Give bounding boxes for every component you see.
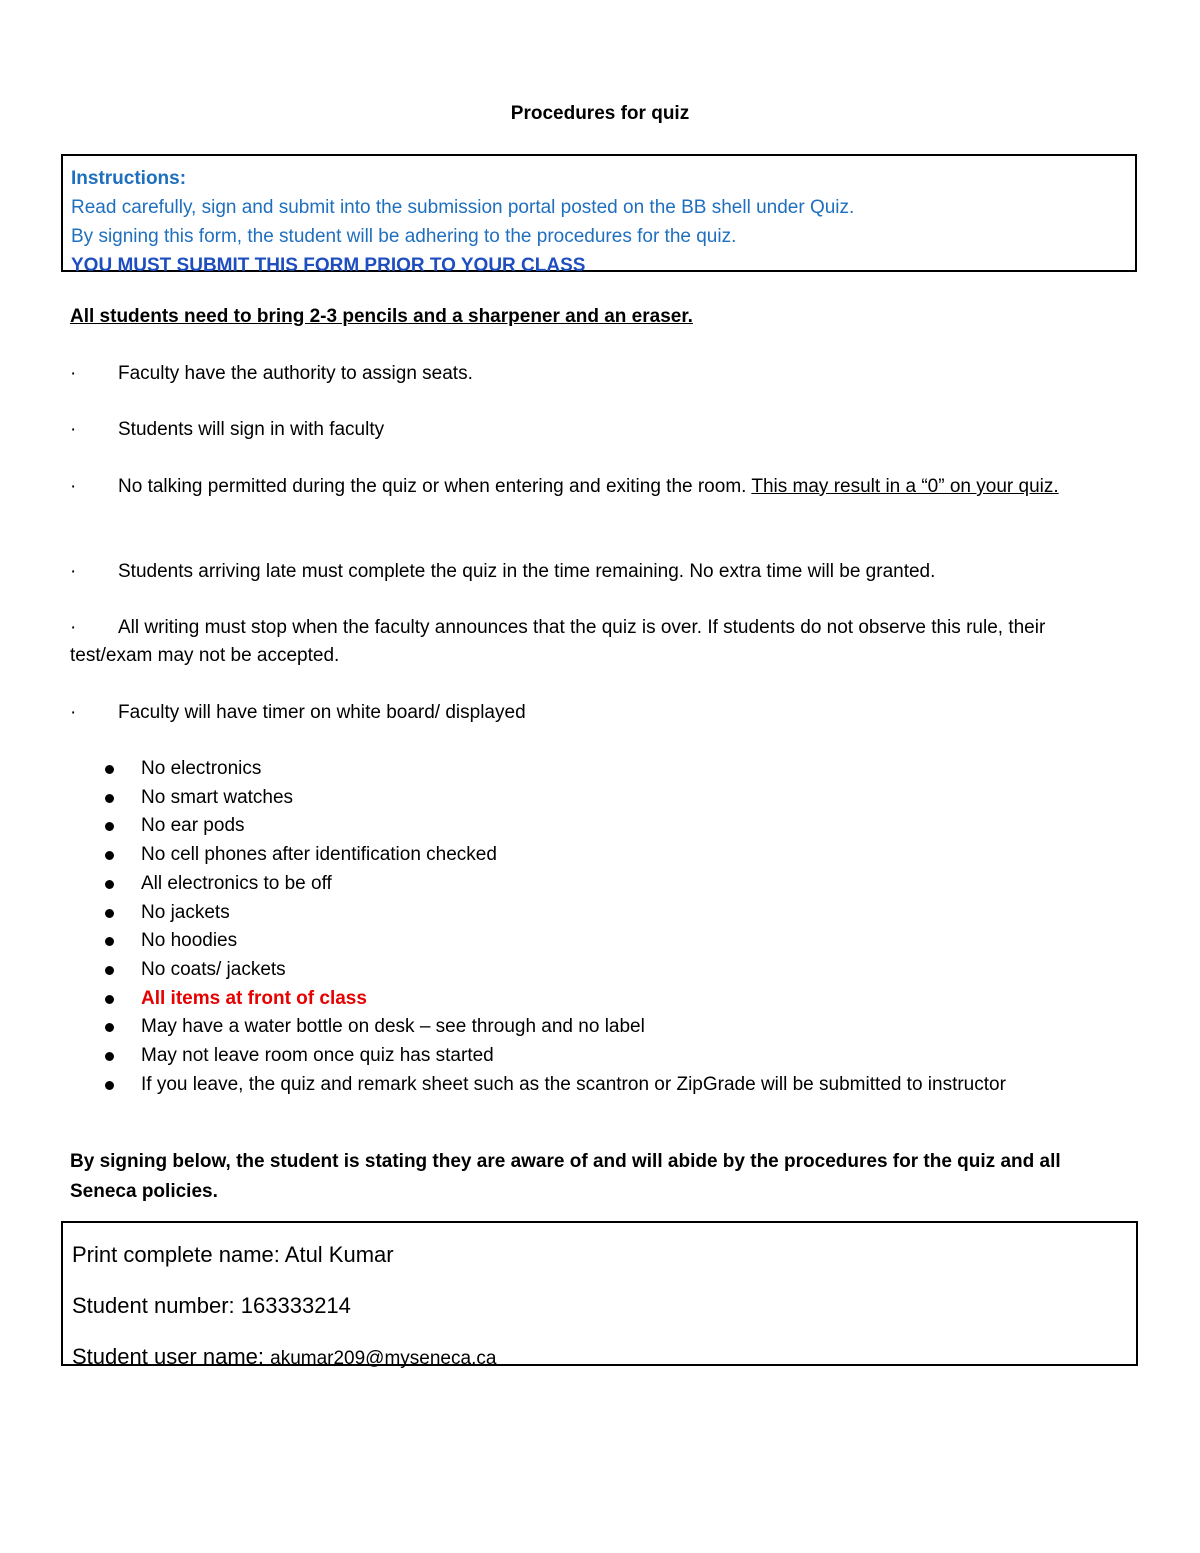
procedure-warning: This may result in a “0” on your quiz. (751, 476, 1059, 497)
procedure-text: Faculty have the authority to assign seats. (118, 363, 473, 384)
bullet-dot-icon (105, 765, 114, 774)
procedure-item (70, 558, 1120, 586)
dot-bullet: · (70, 702, 77, 723)
bullet-dot-icon (105, 1081, 114, 1090)
procedure-text: Students arriving late must complete the quiz in the time remaining. No extra time will be granted. (118, 561, 936, 582)
list-item: May have a water bottle on desk – see through and no label (100, 1013, 1006, 1042)
student-username-row (72, 1331, 1136, 1384)
list-item: No cell phones after identification checked (100, 841, 1006, 870)
procedure-item (70, 473, 1120, 501)
instructions-heading: Instructions: (71, 168, 187, 189)
instructions-line-2: By signing this form, the student will be adhering to the procedures for the quiz. (71, 226, 737, 247)
bullet-dot-icon (105, 1052, 114, 1061)
username-label: Student user name: (72, 1344, 271, 1369)
procedure-text: No talking permitted during the quiz or when entering and exiting the room. (118, 476, 752, 497)
number-label: Student number: (72, 1293, 241, 1318)
bullet-dot-icon (105, 794, 114, 803)
student-name-row (72, 1229, 1136, 1280)
bullet-dot-icon (105, 966, 114, 975)
procedure-text: All writing must stop when the faculty announces that the quiz is over. If students do not observe this rule, their test/exam may not be accepted. (70, 617, 1046, 666)
bullet-dot-icon (105, 851, 114, 860)
dot-bullet: · (70, 363, 77, 384)
bullet-dot-icon (105, 822, 114, 831)
bullet-dot-icon (105, 880, 114, 889)
supplies-requirement: All students need to bring 2-3 pencils and a sharpener and an eraser. (70, 306, 693, 327)
signature-statement: By signing below, the student is stating they are aware of and will abide by the procedures for the quiz and all Seneca policies. (70, 1151, 1061, 1202)
list-item-highlighted: All items at front of class (100, 985, 1006, 1014)
list-item: No smart watches (100, 784, 1006, 813)
procedure-item (70, 416, 1120, 444)
list-item: May not leave room once quiz has started (100, 1042, 1006, 1071)
list-item: If you leave, the quiz and remark sheet such as the scantron or ZipGrade will be submitted to instructor (100, 1071, 1006, 1100)
instructions-line-3: YOU MUST SUBMIT THIS FORM PRIOR TO YOUR CLASS (71, 255, 586, 276)
list-item: No jackets (100, 899, 1006, 928)
dot-bullet: · (70, 617, 77, 638)
procedure-item (70, 614, 1120, 670)
name-value: Atul Kumar (284, 1242, 394, 1267)
bullet-dot-icon (105, 937, 114, 946)
number-value: 163333214 (240, 1293, 351, 1318)
bullet-dot-icon (105, 995, 114, 1004)
list-item: No electronics (100, 755, 1006, 784)
page-title: Procedures for quiz (510, 103, 690, 124)
procedure-item (70, 699, 1120, 727)
bullet-dot-icon (105, 1023, 114, 1032)
list-item: All electronics to be off (100, 870, 1006, 899)
student-info-box (61, 1221, 1138, 1369)
procedure-text: Faculty will have timer on white board/ displayed (118, 702, 526, 723)
procedure-text: Students will sign in with faculty (118, 419, 385, 440)
username-value: akumar209@myseneca.ca (270, 1348, 497, 1369)
dot-bullet: · (70, 476, 77, 497)
procedure-item (70, 360, 1120, 388)
instructions-box (61, 154, 1137, 276)
list-item: No coats/ jackets (100, 956, 1006, 985)
student-number-row (72, 1280, 1136, 1331)
list-item: No hoodies (100, 927, 1006, 956)
bullet-dot-icon (105, 909, 114, 918)
name-label: Print complete name: (72, 1242, 285, 1267)
instructions-line-1: Read carefully, sign and submit into the submission portal posted on the BB shell under Quiz. (71, 197, 855, 218)
list-item: No ear pods (100, 812, 1006, 841)
dot-bullet: · (70, 561, 77, 582)
dot-bullet: · (70, 419, 77, 440)
rules-list (100, 755, 1006, 1099)
